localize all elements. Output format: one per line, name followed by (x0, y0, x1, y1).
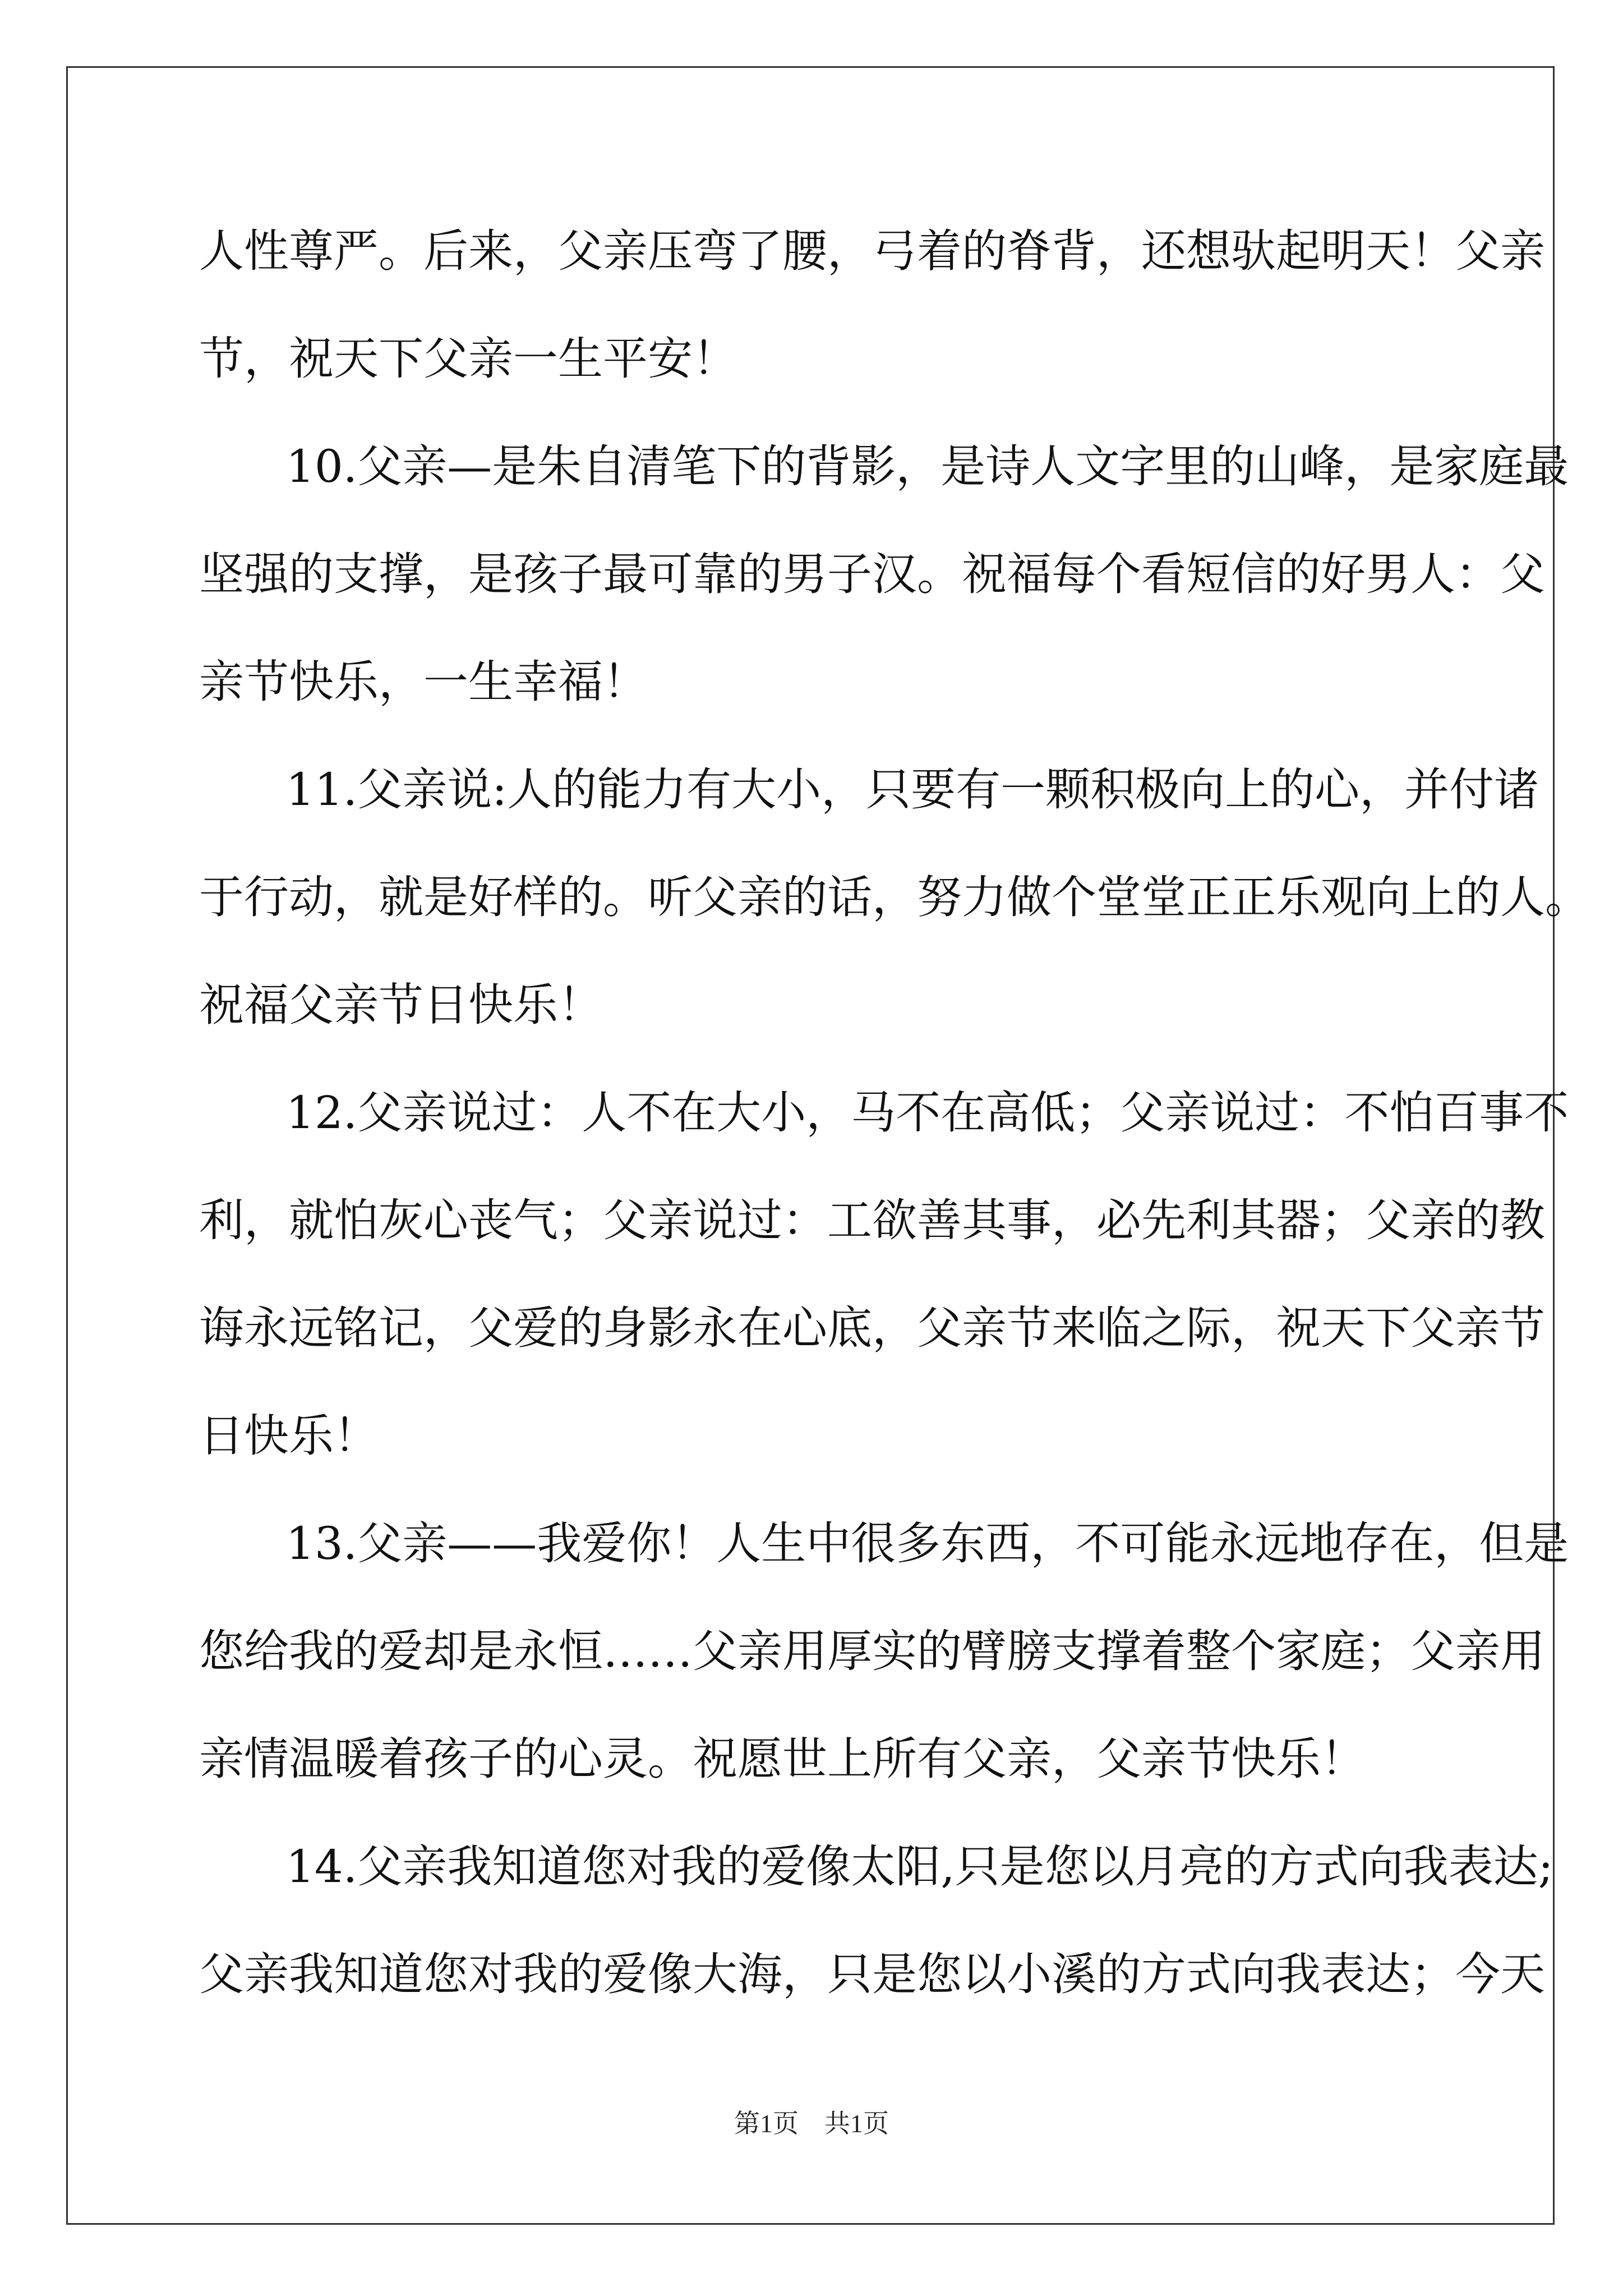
text-line: 亲节快乐，一生幸福！ (199, 656, 648, 708)
text-line: 坚强的支撑，是孩子最可靠的男子汉。祝福每个看短信的好男人：父 (199, 548, 1545, 600)
text-line: 父亲我知道您对我的爱像大海，只是您以小溪的方式向我表达；今天 (199, 1948, 1545, 2000)
page-border (66, 66, 1590, 2225)
text-line: 您给我的爱却是永恒……父亲用厚实的臂膀支撑着整个家庭；父亲用 (199, 1625, 1545, 1677)
text-line: 利，就怕灰心丧气；父亲说过：工欲善其事，必先利其器；父亲的教 (199, 1194, 1545, 1246)
text-line: 人性尊严。后来，父亲压弯了腰，弓着的脊背，还想驮起明天！父亲 (199, 225, 1545, 277)
paragraph-13-start: 13.父亲——我爱你！人生中很多东西，不可能永远地存在，但是 (286, 1517, 1569, 1570)
text-line: 于行动，就是好样的。听父亲的话，努力做个堂堂正正乐观向上的人。 (199, 871, 1590, 923)
text-line: 亲情温暖着孩子的心灵。祝愿世上所有父亲，父亲节快乐！ (199, 1733, 1366, 1785)
paragraph-10-start: 10.父亲—是朱自清笔下的背影，是诗人文字里的山峰，是家庭最 (286, 440, 1569, 493)
paragraph-14-start: 14.父亲我知道您对我的爱像太阳,只是您以月亮的方式向我表达; (286, 1841, 1553, 1893)
text-line: 祝福父亲节日快乐！ (199, 979, 603, 1031)
paragraph-12-start: 12.父亲说过：人不在大小，马不在高低；父亲说过：不怕百事不 (286, 1087, 1569, 1139)
paragraph-11-start: 11.父亲说:人的能力有大小，只要有一颗积极向上的心，并付诸 (286, 763, 1539, 816)
text-line: 日快乐！ (199, 1410, 379, 1462)
page-number-footer: 第1页 共1页 (734, 2109, 889, 2138)
text-line: 节，祝天下父亲一生平安！ (199, 333, 737, 385)
text-line: 诲永远铭记，父爱的身影永在心底，父亲节来临之际，祝天下父亲节 (199, 1302, 1545, 1354)
